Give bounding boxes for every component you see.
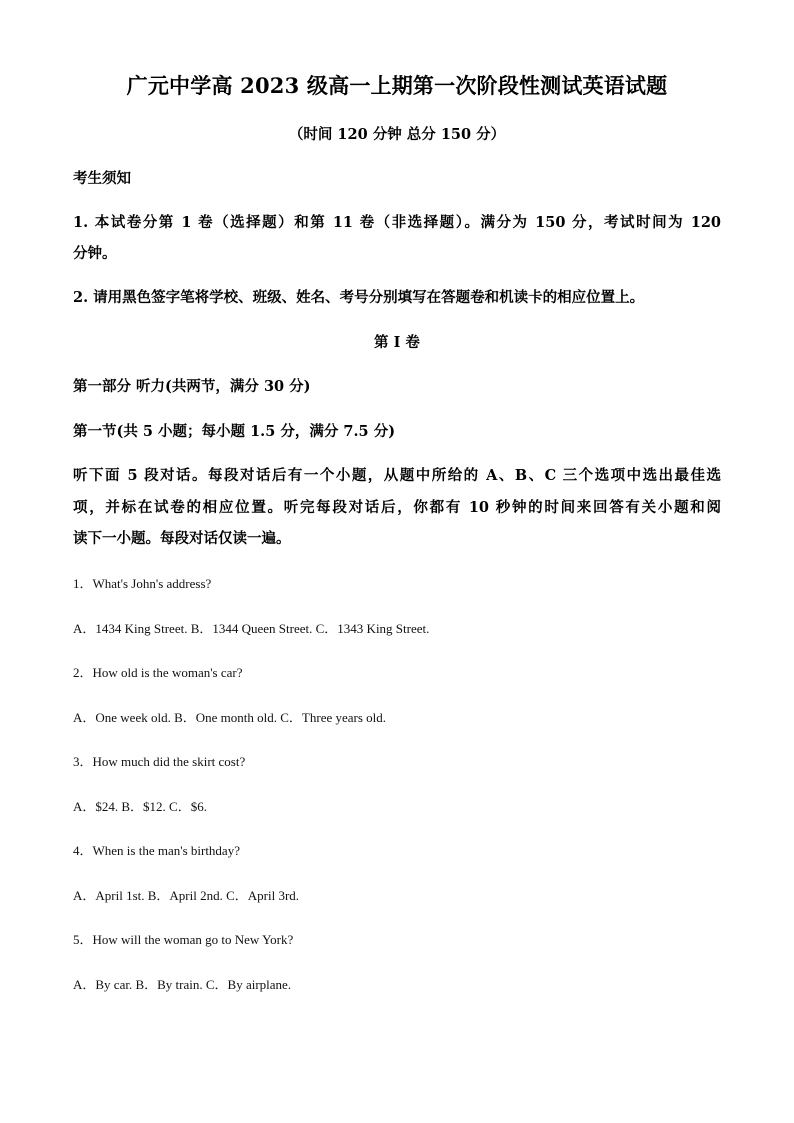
volume-heading: 第 I 卷 xyxy=(374,334,420,351)
notice-item-1-line-2: 分钟。 xyxy=(73,245,117,262)
instructions-line-3: 读下一小题。每段对话仅读一遍。 xyxy=(73,530,291,547)
question-4-text: 4．When is the man's birthday? xyxy=(73,843,240,858)
question-3-options: A．$24. B．$12. C．$6. xyxy=(73,799,207,814)
question-5-options: A．By car. B．By train. C．By airplane. xyxy=(73,977,292,992)
notice-item-2: 2. 请用黑色签字笔将学校、班级、姓名、考号分别填写在答题卷和机读卡的相应位置上。 xyxy=(73,289,645,306)
question-3-text: 3．How much did the skirt cost? xyxy=(73,754,246,769)
question-4-options: A．April 1st. B．April 2nd. C．April 3rd. xyxy=(73,888,300,903)
question-2-options: A．One week old. B．One month old. C．Three years old. xyxy=(73,710,387,725)
exam-title: 广元中学高 2023 级高一上期第一次阶段性测试英语试题 xyxy=(126,73,668,98)
exam-subtitle: （时间 120 分钟 总分 150 分） xyxy=(288,126,506,143)
question-2-text: 2．How old is the woman's car? xyxy=(73,665,243,680)
question-1-options: A．1434 King Street. B．1344 Queen Street. C．1343 King Street. xyxy=(73,621,430,636)
question-5-text: 5．How will the woman go to New York? xyxy=(73,932,294,947)
section-one-heading: 第一节(共 5 小题；每小题 1.5 分，满分 7.5 分) xyxy=(73,423,396,440)
part-one-heading: 第一部分 听力(共两节，满分 30 分) xyxy=(73,378,311,395)
notice-heading: 考生须知 xyxy=(73,170,131,187)
notice-item-1-line-1: 1. 本试卷分第 1 卷（选择题）和第 11 卷（非选择题）。满分为 150 分，考试时间为 120 xyxy=(73,214,721,231)
question-1-text: 1．What's John's address? xyxy=(73,576,212,591)
instructions-line-1: 听下面 5 段对话。每段对话后有一个小题，从题中所给的 A、B、C 三个选项中选出最佳选 xyxy=(73,467,721,484)
instructions-line-2: 项，并标在试卷的相应位置。听完每段对话后，你都有 10 秒钟的时间来回答有关小题和阅 xyxy=(73,499,721,516)
